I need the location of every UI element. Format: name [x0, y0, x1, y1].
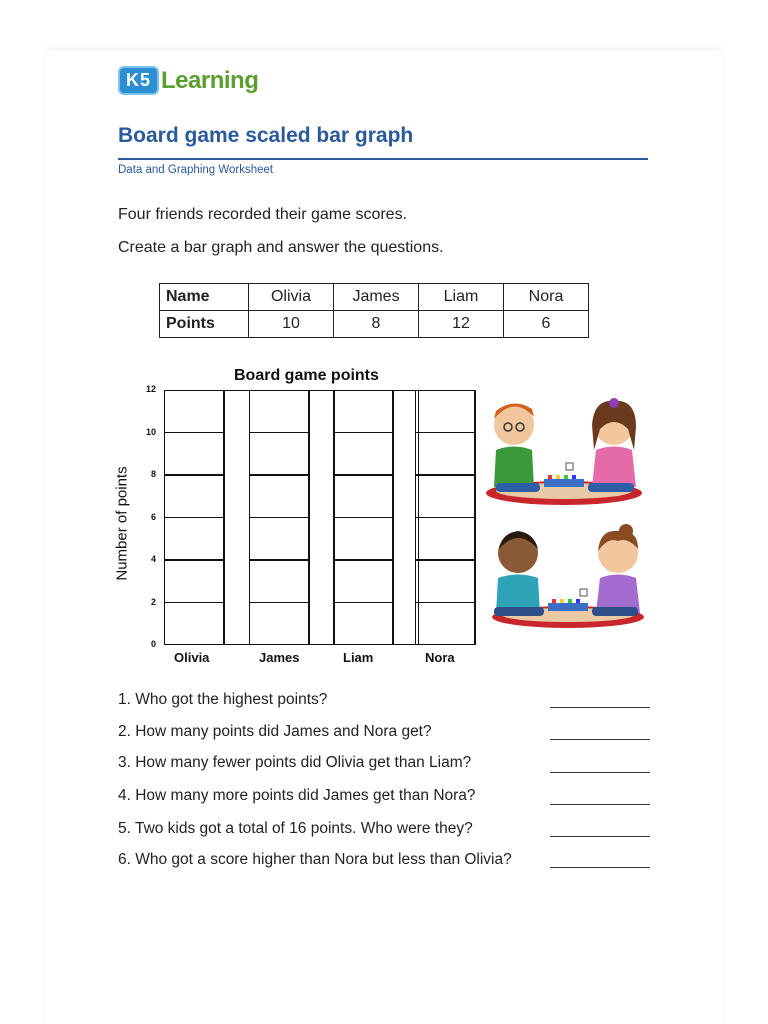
chart-title: Board game points [234, 367, 379, 384]
answer-blank-6[interactable] [550, 867, 650, 868]
gridline [333, 602, 393, 604]
gridline [333, 432, 393, 434]
y-axis-label: Number of points [113, 466, 131, 581]
gridline [333, 517, 393, 519]
gridline [415, 517, 475, 519]
table-cell: 8 [334, 311, 419, 338]
question-4: 4. How many more points did James get than Nora? [118, 787, 476, 804]
x-tick-label: Olivia [174, 650, 210, 665]
answer-blank-4[interactable] [550, 804, 650, 805]
gridline [249, 602, 309, 604]
y-tick-label: 4 [150, 554, 156, 564]
k5-learning-logo [118, 66, 258, 95]
worksheet-title: Board game scaled bar graph [118, 124, 414, 147]
question-2: 2. How many points did James and Nora get? [118, 723, 432, 740]
gridline [415, 474, 475, 476]
table-row [160, 284, 589, 311]
scores-table [159, 283, 589, 338]
column-gap [393, 390, 419, 645]
gridline [415, 432, 475, 434]
question-1: 1. Who got the highest points? [118, 691, 328, 708]
gridline [415, 602, 475, 604]
gridline [164, 559, 224, 561]
table-cell: Olivia [249, 284, 334, 311]
question-3: 3. How many fewer points did Olivia get than Liam? [118, 754, 472, 771]
table-cell: 10 [249, 311, 334, 338]
table-row [160, 311, 589, 338]
gridline [415, 559, 475, 561]
x-tick-label: Liam [343, 650, 374, 665]
gridline [249, 474, 309, 476]
y-tick-label: 10 [145, 426, 156, 437]
table-cell: James [334, 284, 419, 311]
gridline [164, 432, 224, 434]
y-tick-label: 6 [150, 511, 156, 522]
gridline [333, 559, 393, 561]
answer-blank-3[interactable] [550, 772, 650, 773]
gridline [164, 517, 224, 519]
x-tick-label: Nora [425, 650, 455, 665]
answer-blank-1[interactable] [550, 707, 650, 708]
y-tick-label: 0 [150, 639, 156, 649]
table-row-header: Points [160, 311, 249, 338]
gridline [249, 432, 309, 434]
y-tick-label: 12 [145, 384, 156, 394]
gridline [249, 559, 309, 561]
column-gap [309, 390, 335, 645]
logo-text: Learning [161, 66, 259, 94]
table-cell: 12 [419, 311, 504, 338]
x-tick-label: James [259, 650, 300, 665]
gridline [333, 474, 393, 476]
gridline [164, 602, 224, 604]
answer-blank-2[interactable] [550, 739, 650, 740]
table-row-header: Name [160, 284, 249, 311]
intro-line-1: Four friends recorded their game scores. [118, 206, 408, 223]
viewer-top-bar [0, 0, 768, 50]
intro-line-2: Create a bar graph and answer the questions. [118, 239, 444, 256]
gridline [164, 474, 224, 476]
question-6: 6. Who got a score higher than Nora but less than Olivia? [118, 851, 512, 868]
table-cell: Nora [504, 284, 589, 311]
worksheet-subtitle: Data and Graphing Worksheet [118, 164, 274, 176]
table-cell: 6 [504, 311, 589, 338]
question-5: 5. Two kids got a total of 16 points. Who were they? [118, 820, 473, 837]
table-cell: Liam [419, 284, 504, 311]
gridline [249, 517, 309, 519]
title-divider [118, 158, 648, 160]
answer-blank-5[interactable] [550, 836, 650, 837]
y-tick-label: 8 [150, 469, 156, 479]
logo-badge: K5 [118, 66, 159, 95]
kids-playing-illustration-bottom [488, 523, 648, 633]
column-gap [474, 390, 476, 645]
y-tick-label: 2 [150, 596, 156, 607]
kids-playing-illustration-top [484, 395, 644, 510]
column-gap [224, 390, 250, 645]
